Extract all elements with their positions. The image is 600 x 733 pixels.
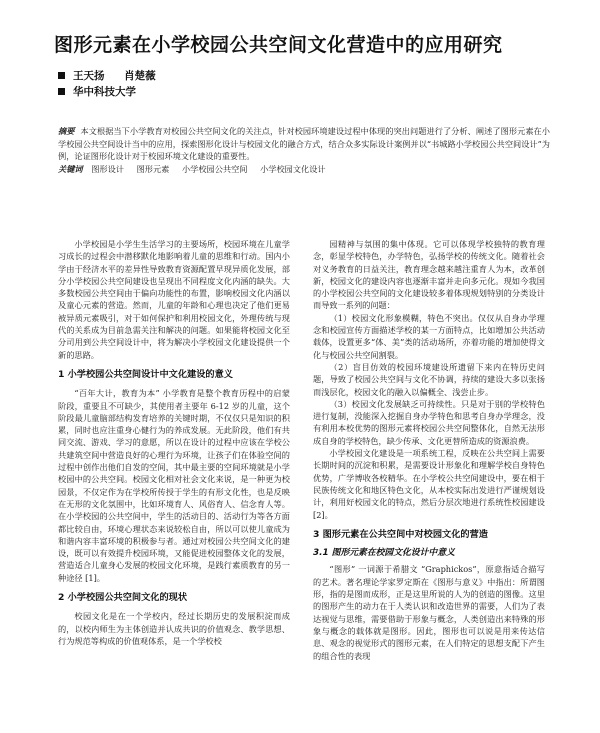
paragraph: 校园文化是在一个学校内，经过长期历史的发展积淀而成的，以校内师生为主体创造并认成共识的价值观念、教学思想、行为规范等构成的价值观体系，是一个学校校 bbox=[58, 611, 290, 646]
section-heading: 1 小学校园公共空间设计中文化建设的意义 bbox=[58, 368, 233, 380]
keyword: 小学校园文化设计 bbox=[260, 164, 326, 174]
author-names bbox=[73, 68, 172, 83]
left-column bbox=[58, 238, 290, 647]
paragraph: 小学校园是小学生生活学习的主要场所，校园环境在儿童学习成长的过程会中潜移默化地影响着儿童的思维和行动。国内小学由于经济水平的差异性导致教育资源配置早现异质化发展，部分小学校园公共空间建设也呈现出不同程度文化内涵的缺失。大多数校园公共空间由于偏向功能性的布置，影响校园文化内涵以及童心元素的营造。然而，儿童的年龄和心理也决定了他们更易被异质元素吸引，对于如何保护和利用校园文化，外理传统与现代的关系成为目前急需关注和解决的问题。如果能将校园文化至分司用到公共空间设计中，将为解决小学校园文化建设提供一个新的思路。 bbox=[58, 239, 290, 360]
paragraph: （3）校园文化发展缺乏可持续性。只是对于别的学校特色进行复制，没能深入挖掘自身办学特色和思考自身办学理念，没有利用本校优势的图形元素将校园公共空间整体化，自然无法形成自身的学校特色，缺少传承、文化更替所造成的资源浪费。 bbox=[313, 398, 545, 446]
paragraph: “百年大计，教育为本” 小学教育是整个教育历程中的启蒙阶段，重要且不可缺少，其使用者主要年 6-12 岁的儿童，这个阶段最儿童脑部结构发育培养的关键时期，不仅仅只是知识的积累，同时也应注重身心健行为的养成发展。无此阶段，他们有共同交流、游戏、学习的意愿，所以在设计的过程中应该在学校公共建筑空间中营造良好的心理行为环境，让孩子们在体验空间的过程中创作出他们自发的空间，其中最主要的空间环境就是小学校园中的公共空间。校园文化相对社会文化来说，是一种更为校园景，不仅定作为在学校所传授于学生的有形文化性，也是反映在无形的文化氛围中，比如环境育人、风俗育人、信念育人等。在小学校园的公共空间中，学生的活动目的、活动行为等各方面都比较自由，环境心理状态来说较松自由，所以可以使儿童成为和谐内容丰富环境的积极参与者。通过对校园公共空间文化的建设，既可以有效提升校园环境，又能促进校园整体文化的发展，营造适合儿童身心发展的校园文化环境，是践行素质教育的另一种途径 [1]。 bbox=[58, 388, 290, 583]
author-name: 肖楚薇 bbox=[124, 70, 156, 82]
keyword: 图形设计 bbox=[91, 164, 124, 174]
paragraph: （1）校园文化形象模糊，特色不突出。仅仅从自身办学理念和校园宣传方面描述学校的某一方面特点，比如增加公共活动载体，设置更多“体、美”类的活动场所，亦着功能的增加使得文化与校园公共空间割裂。 bbox=[313, 312, 545, 360]
square-bullet-icon bbox=[58, 72, 65, 79]
keywords-label: 关键词 bbox=[58, 164, 83, 174]
keywords bbox=[58, 164, 550, 175]
abstract-text: 本文根据当下小学教育对校园公共空间文化的关注点，针对校园环境建设过程中体现的突出问题进行了分析、阐述了图形元素在小学校园公共空间设计当中的应用，探索图形化设计与校园文化的融合方式，结合众多实际设计案例并以“书城路小学校园公共空间设计”为例，论证图形化设计对于校园环境文化建设的重要性。 bbox=[58, 126, 550, 162]
author-name: 王天扬 bbox=[73, 70, 105, 82]
abstract-label: 摘要 bbox=[58, 126, 75, 136]
right-column bbox=[313, 238, 545, 662]
authors-line bbox=[58, 68, 172, 83]
keyword: 小学校园公共空间 bbox=[181, 164, 248, 174]
paragraph: “图形” 一词源于希腊文 “Graphickos”，原意指适合描写的艺术。著名理论学家罗定斯在《图形与意义》中指出：所谓图形，指的是图而成形，正是这里所说的人为的创造的图像。这里的图形产生的动力在于人类认识和改造世界的需要，人们为了表达视觉与思维，需要借助于形象与概念，人类创造出来特殊的形象与概念的载体就是图形。因此，图形也可以说是用来传达信息、观念的视觉形式的图形元素，在人们特定的思想支配下产生的组合性的表现 bbox=[313, 564, 545, 661]
keyword: 图形元素 bbox=[136, 164, 170, 174]
affiliation-line bbox=[58, 84, 136, 99]
section-heading: 3 图形元素在公共空间中对校园文化的营造 bbox=[313, 528, 488, 540]
subsection-heading: 3.1 图形元素在校园文化设计中意义 bbox=[313, 548, 455, 559]
paragraph: 小学校园文化建设是一项系统工程，反映在公共空间上需要长期时间的沉淀和积累，是需要设计形象化和理解学校自身特色优势，广学博收各校精华。在小学校公共空间建设中，要在相于民族传统文化和地区特色文化，从本校实际出发进行严谨规划设计，利用好校园文化的特点，然后分层次地进行系统性校园建设 [2]。 bbox=[313, 448, 545, 520]
section-heading: 2 小学校园公共空间文化的现状 bbox=[58, 592, 188, 604]
affiliation: 华中科技大学 bbox=[73, 86, 136, 98]
abstract bbox=[58, 125, 550, 163]
paragraph: （2）盲目仿效的校园环境建设所遗留下来内在特历史问题，导致了校园公共空间与文化不协调，持续的建设大多以张扬而浅层化，校园文化的融入以偏概全、浅尝止步。 bbox=[313, 361, 545, 397]
paragraph: 园精神与氛围的集中体现。它可以体现学校独特的教育理念，彰显学校特色，办学特色，弘扬学校的传统文化。随着社会对义务教育的日益关注，教育理念越来越注重育人为本，改革创新，校园文化的建设内容也逐渐丰富并走向多元化。现如今我国的小学校园公共空间的文化建设较多着体现规划特别的分类设计而导致一系列的问题： bbox=[313, 239, 545, 311]
square-bullet-icon bbox=[58, 88, 65, 95]
paper-title: 图形元素在小学校园公共空间文化营造中的应用研究 bbox=[54, 34, 503, 56]
